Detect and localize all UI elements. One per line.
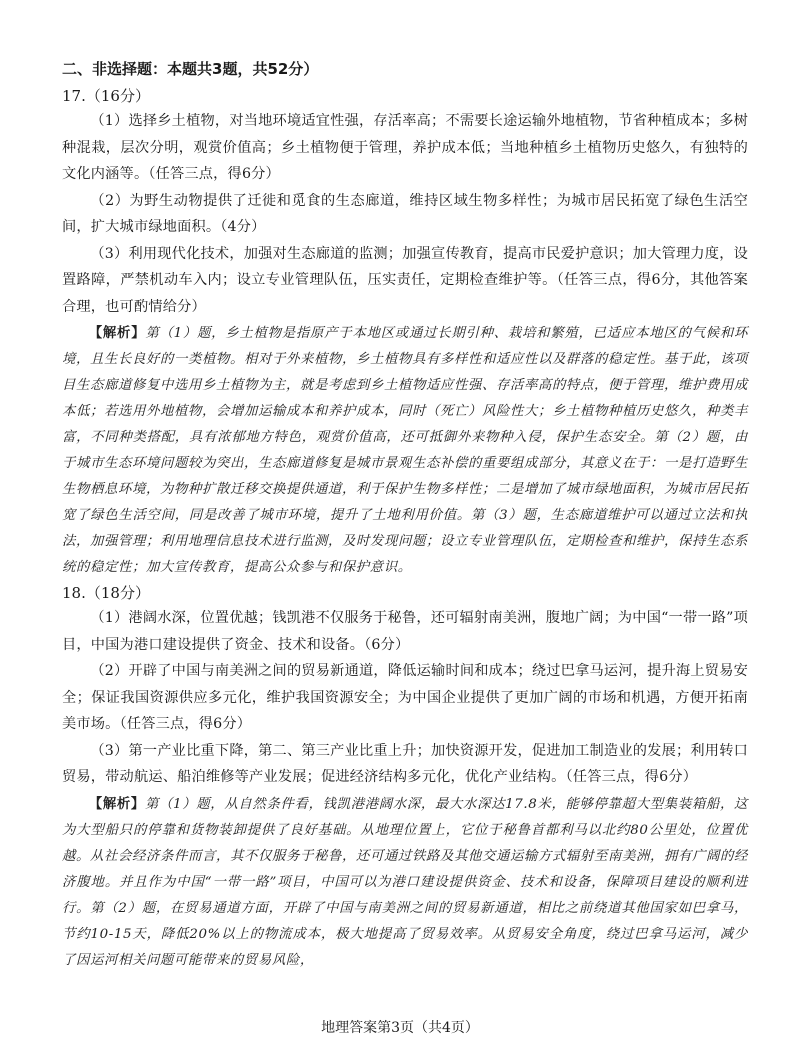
analysis-text: 第（1）题，乡土植物是指原产于本地区或通过长期引种、栽培和繁殖，已适应本地区的气候和环境，且生长良好的一类植物。相对于外来植物，乡土植物具有多样性和适应性以及群落的稳定性。基于此，该项目生态廊道修复中选用乡土植物为主，就是考虑到乡土植物适应性强、存活率高的特点，便于管理，维护费用成本低；若选用外地植物，会增加运输成本和养护成本，同时（死亡）风险性大；乡土植物种植历史悠久，种类丰富，不同种类搭配，具有浓郁地方特色，观赏价值高，还可抵御外来物种入侵，保护生态安全。第（2）题，由于城市生态环境问题较为突出，生态廊道修复是城市景观生态补偿的重要组成部分，其意义在于：一是打造野生生物栖息环境，为物种扩散迁移交换提供通道，利于保护生物多样性；二是增加了城市绿地面积，为城市居民拓宽了绿色生活空间，同是改善了城市环境，提升了土地利用价值。第（3）题，生态廊道维护可以通过立法和执法，加强管理；利用地理信息技术进行监测，及时发现问题；设立专业管理队伍，定期检查和维护，保持生态系统的稳定性；加大宣传教育，提高公众参与和保护意识。 xyxy=(62,326,748,575)
answer-part-1: （1）选择乡土植物，对当地环境适宜性强，存活率高；不需要长途运输外地植物，节省种植成本；多树种混栽，层次分明，观赏价值高；乡土植物便于管理，养护成本低；当地种植乡土植物历史悠久，有独特的文化内涵等。（任答三点，得6分） xyxy=(62,113,748,182)
analysis-paragraph xyxy=(62,320,748,581)
answer-part-1: （1）港阔水深，位置优越；钱凯港不仅服务于秘鲁，还可辐射南美洲，腹地广阔；为中国“一带一路”项目，中国为港口建设提供了资金、技术和设备。（6分） xyxy=(62,610,748,653)
answer-part-2: （2）为野生动物提供了迁徙和觅食的生态廊道，维持区域生物多样性；为城市居民拓宽了绿色生活空间，扩大城市绿地面积。（4分） xyxy=(62,192,748,235)
page-footer: 地理答案第3页（共4页） xyxy=(321,1020,479,1036)
question-18 xyxy=(62,581,748,974)
analysis-tag: 【解析】 xyxy=(88,325,146,341)
section-title: 二、非选择题：本题共3题，共52分） xyxy=(62,60,319,78)
answer-part-3: （3）利用现代化技术，加强对生态廊道的监测；加强宣传教育，提高市民爱护意识；加大管理力度，设置路障，严禁机动车入内；设立专业管理队伍，压实责任，定期检查维护等。（任答三点，得6分，其他答案合理，也可酌情给分） xyxy=(62,245,748,315)
analysis-tag: 【解析】 xyxy=(88,795,145,812)
analysis-text: 第（1）题，从自然条件看，钱凯港港阔水深，最大水深达17.8米，能够停靠超大型集装箱船，这为大型船只的停靠和货物装卸提供了良好基础。从地理位置上，它位于秘鲁首都利马以北约80公里处，位置优越。从社会经济条件而言，其不仅服务于秘鲁，还可通过铁路及其他交通运输方式辐射至南美洲，拥有广阔的经济腹地。并且作为中国“一带一路”项目，中国可以为港口建设提供资金、技术和设备，保障项目建设的顺利进行。第（2）题，在贸易通道方面，开辟了中国与南美洲之间的贸易新通道，相比之前绕道其他国家如巴拿马，节约10-15天，降低20%以上的物流成本，极大地提高了贸易效率。从贸易安全角度，绕过巴拿马运河，减少了因运河相关问题可能带来的贸易风险， xyxy=(62,796,748,968)
answer-part-2: （2）开辟了中国与南美洲之间的贸易新通道，降低运输时间和成本；绕过巴拿马运河，提升海上贸易安全；保证我国资源供应多元化，维护我国资源安全；为中国企业提供了更加广阔的市场和机遇，方便开拓南美市场。（任答三点，得6分） xyxy=(62,663,748,732)
question-number: 18.（18分） xyxy=(62,584,150,602)
analysis-paragraph xyxy=(62,791,748,974)
question-17 xyxy=(62,84,748,581)
answer-part-3: （3）第一产业比重下降，第二、第三产业比重上升；加快资源开发，促进加工制造业的发展；利用转口贸易，带动航运、船泊维修等产业发展；促进经济结构多元化，优化产业结构。（任答三点，得6分） xyxy=(62,742,748,785)
question-number: 17.（16分） xyxy=(62,87,150,105)
